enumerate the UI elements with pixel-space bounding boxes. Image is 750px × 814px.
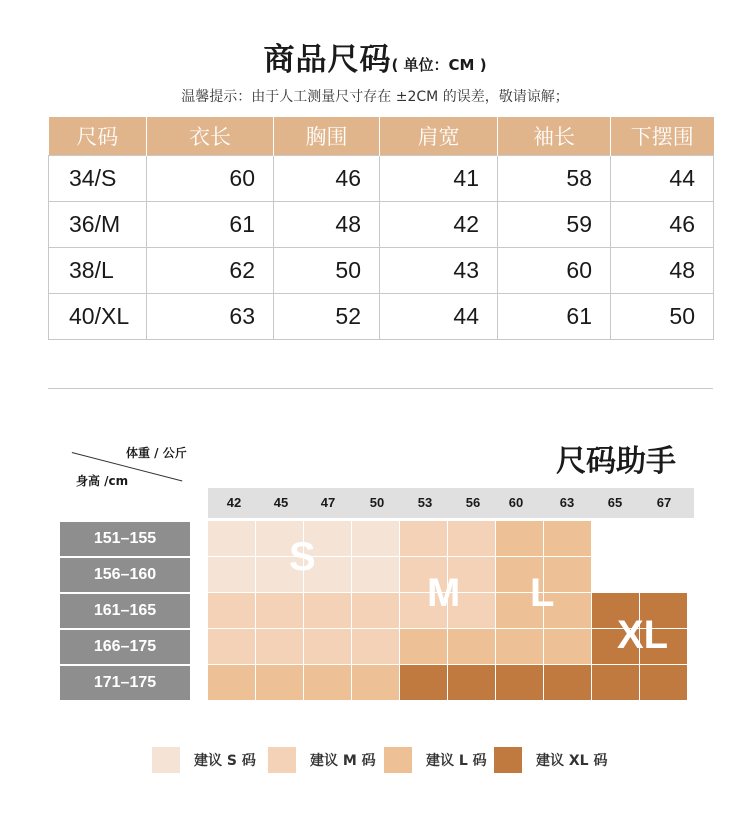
weight-axis-label: 体重 / 公斤 [126, 446, 187, 460]
grid-cell [304, 593, 352, 629]
weight-header-bar [208, 488, 694, 518]
legend-label: 建议 M 码 [310, 753, 376, 769]
legend-item [268, 747, 376, 773]
header-length: 衣长 [147, 117, 274, 155]
legend-swatch [268, 747, 296, 773]
weight-label: 45 [273, 495, 289, 510]
weight-label: 42 [226, 495, 242, 510]
shoulder-cell: 44 [380, 293, 498, 339]
weight-label: 67 [656, 495, 672, 510]
grid-cell [208, 665, 256, 701]
grid-cell [256, 593, 304, 629]
size-cell: 36/M [49, 201, 147, 247]
length-cell: 61 [147, 201, 274, 247]
weight-label: 47 [320, 495, 336, 510]
table-row [49, 293, 714, 339]
legend-swatch [384, 747, 412, 773]
length-cell: 60 [147, 155, 274, 201]
zone-label-s: S [289, 535, 316, 579]
shoulder-cell: 41 [380, 155, 498, 201]
size-cell: 40/XL [49, 293, 147, 339]
header-hem: 下摆围 [611, 117, 714, 155]
grid-cell [544, 629, 592, 665]
header-sleeve: 袖长 [498, 117, 611, 155]
legend-swatch [152, 747, 180, 773]
size-cell: 34/S [49, 155, 147, 201]
chest-cell: 52 [274, 293, 380, 339]
legend-swatch [494, 747, 522, 773]
legend-item [384, 747, 487, 773]
length-cell: 62 [147, 247, 274, 293]
size-helper-title: 尺码助手 [556, 444, 676, 479]
height-label: 156–160 [60, 558, 190, 592]
grid-cell [544, 665, 592, 701]
legend-item [494, 747, 607, 773]
grid-cell [400, 665, 448, 701]
header-size: 尺码 [49, 117, 147, 155]
legend-item [152, 747, 256, 773]
weight-label: 56 [465, 495, 481, 510]
sleeve-cell: 60 [498, 247, 611, 293]
sleeve-cell: 58 [498, 155, 611, 201]
weight-label: 60 [508, 495, 524, 510]
grid-cell [496, 629, 544, 665]
chest-cell: 46 [274, 155, 380, 201]
grid-cell [352, 521, 400, 557]
chest-cell: 50 [274, 247, 380, 293]
grid-cell [400, 521, 448, 557]
grid-cell [448, 665, 496, 701]
grid-cell [208, 629, 256, 665]
weight-label: 50 [369, 495, 385, 510]
grid-cell [208, 521, 256, 557]
measurement-notice: 温馨提示：由于人工测量尺寸存在 ±2CM 的误差，敬请谅解； [181, 89, 569, 105]
grid-cell [352, 629, 400, 665]
length-cell: 63 [147, 293, 274, 339]
height-axis-label: 身高 /cm [76, 474, 129, 488]
hem-cell: 50 [611, 293, 714, 339]
grid-cell [400, 629, 448, 665]
grid-cell [640, 665, 688, 701]
grid-cell [304, 629, 352, 665]
zone-label-xl: XL [617, 613, 669, 657]
grid-cell [352, 593, 400, 629]
height-label: 171–175 [60, 666, 190, 700]
size-cell: 38/L [49, 247, 147, 293]
chest-cell: 48 [274, 201, 380, 247]
grid-cell [496, 665, 544, 701]
grid-cell [496, 521, 544, 557]
legend-label: 建议 XL 码 [536, 753, 608, 769]
hem-cell: 46 [611, 201, 714, 247]
grid-cell [448, 521, 496, 557]
shoulder-cell: 43 [380, 247, 498, 293]
legend-label: 建议 S 码 [194, 753, 256, 769]
height-label: 161–165 [60, 594, 190, 628]
sleeve-cell: 61 [498, 293, 611, 339]
zone-label-l: L [530, 571, 555, 615]
grid-cell [304, 665, 352, 701]
table-row [49, 247, 714, 293]
section-divider [48, 388, 713, 389]
title-main: 商品尺码 [263, 42, 392, 78]
shoulder-cell: 42 [380, 201, 498, 247]
weight-label: 65 [607, 495, 623, 510]
height-label: 166–175 [60, 630, 190, 664]
zone-label-m: M [427, 571, 461, 615]
header-chest: 胸围 [274, 117, 380, 155]
size-table-header [49, 117, 714, 155]
legend-label: 建议 L 码 [426, 753, 487, 769]
table-row [49, 201, 714, 247]
size-table [48, 117, 714, 340]
grid-cell [544, 521, 592, 557]
grid-cell [592, 665, 640, 701]
title-unit: ( 单位：CM ) [391, 56, 487, 74]
weight-label: 53 [417, 495, 433, 510]
grid-cell [208, 593, 256, 629]
hem-cell: 48 [611, 247, 714, 293]
table-row [49, 155, 714, 201]
weight-label: 63 [559, 495, 575, 510]
grid-cell [256, 629, 304, 665]
grid-cell [448, 629, 496, 665]
page-title [0, 34, 750, 79]
hem-cell: 44 [611, 155, 714, 201]
grid-cell [352, 665, 400, 701]
grid-cell [352, 557, 400, 593]
height-label: 151–155 [60, 522, 190, 556]
grid-cell [256, 665, 304, 701]
header-shoulder: 肩宽 [380, 117, 498, 155]
grid-cell [208, 557, 256, 593]
sleeve-cell: 59 [498, 201, 611, 247]
